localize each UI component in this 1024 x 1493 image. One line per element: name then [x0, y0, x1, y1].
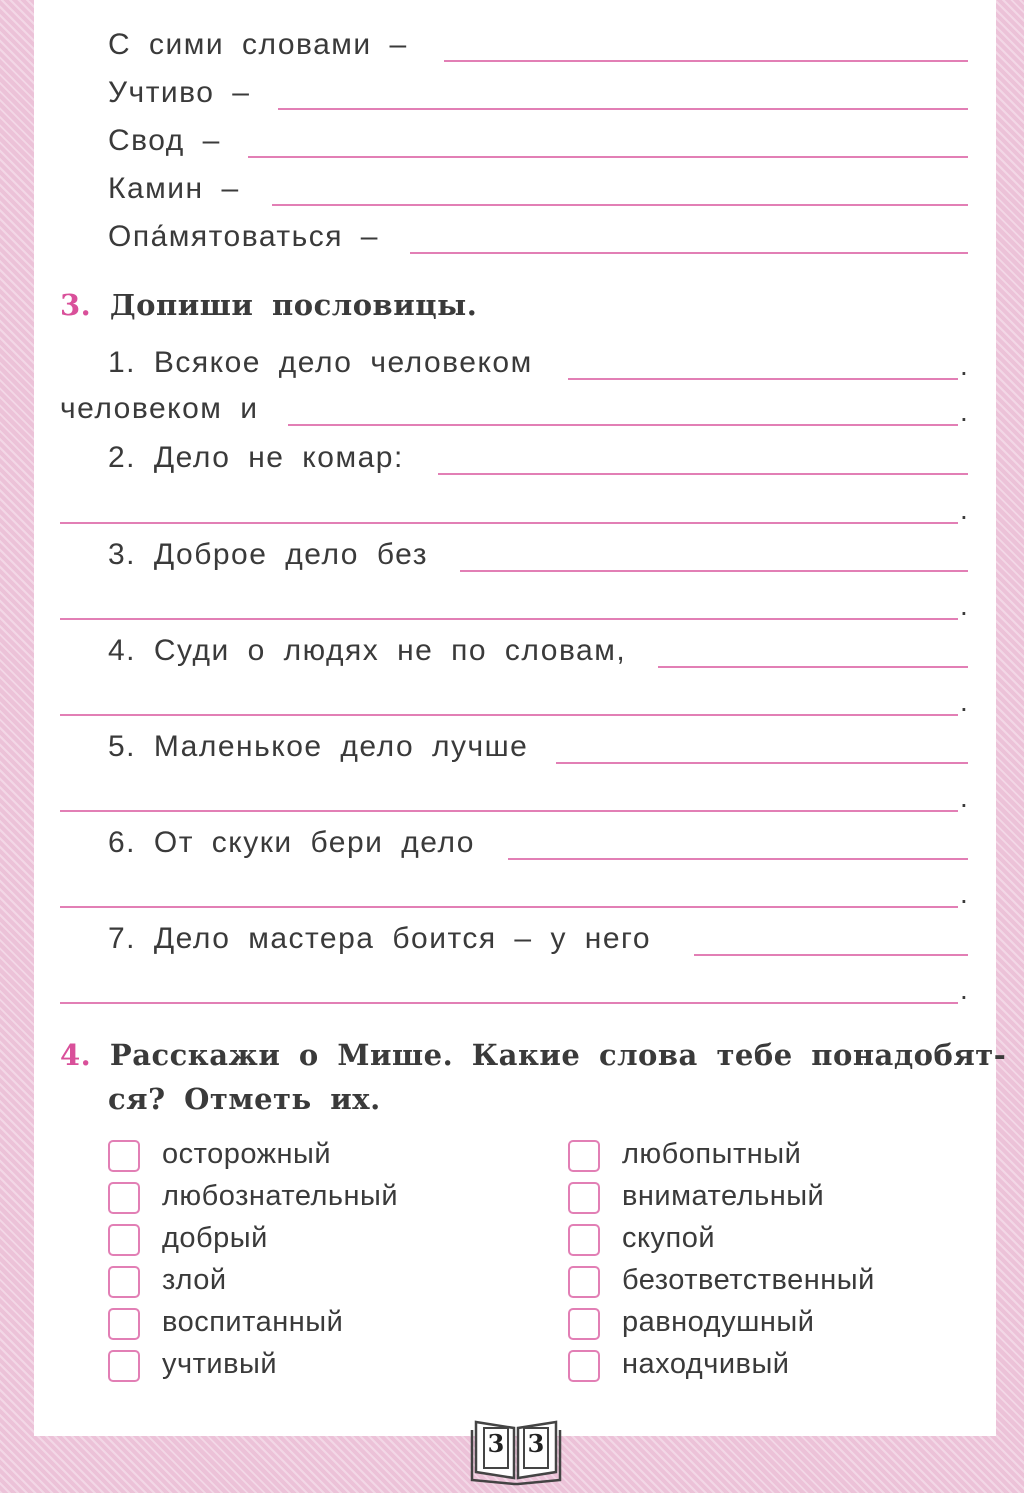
proverb-row: [34, 826, 996, 874]
checkbox[interactable]: [108, 1182, 140, 1214]
proverb-row: [34, 392, 996, 440]
task-4-heading: [60, 1038, 1006, 1072]
checkbox[interactable]: [108, 1266, 140, 1298]
option-label: добрый: [162, 1222, 268, 1254]
checkbox[interactable]: [568, 1224, 600, 1256]
checkbox[interactable]: [568, 1266, 600, 1298]
proverb-row: [34, 730, 996, 778]
answer-line[interactable]: [278, 108, 968, 110]
answer-line[interactable]: [694, 954, 968, 956]
period: .: [960, 494, 968, 525]
page-number-digit: 3: [527, 1429, 545, 1458]
answer-line[interactable]: [60, 906, 958, 908]
checkbox[interactable]: [568, 1140, 600, 1172]
definition-word: С сими словами –: [108, 28, 408, 61]
proverb-row: [34, 970, 996, 1018]
definition-word: Опа́мятоваться –: [108, 220, 379, 253]
definition-row: [34, 172, 996, 220]
period: .: [960, 686, 968, 717]
proverb-text: 1. Всякое дело человеком: [108, 346, 533, 379]
proverb-text: 3. Доброе дело без: [108, 538, 428, 571]
checkbox[interactable]: [108, 1140, 140, 1172]
definition-word: Камин –: [108, 172, 240, 205]
proverb-row: [34, 874, 996, 922]
answer-line[interactable]: [272, 204, 968, 206]
task-number: 4.: [60, 1038, 92, 1072]
answer-line[interactable]: [460, 570, 968, 572]
option-label: любознательный: [162, 1180, 399, 1212]
option-label: скупой: [622, 1222, 716, 1254]
task-title: Расскажи о Мише. Какие слова тебе понадобят-: [109, 1038, 1007, 1072]
checkbox[interactable]: [108, 1224, 140, 1256]
option-label: находчивый: [622, 1348, 790, 1380]
option-label: учтивый: [162, 1348, 278, 1380]
period: .: [960, 878, 968, 909]
answer-line[interactable]: [60, 1002, 958, 1004]
period: .: [960, 590, 968, 621]
proverb-row: [34, 682, 996, 730]
period: .: [960, 396, 968, 427]
task-4-heading-cont: [108, 1082, 381, 1116]
checkbox[interactable]: [568, 1350, 600, 1382]
proverb-row: [34, 538, 996, 586]
answer-line[interactable]: [410, 252, 968, 254]
proverb-text: 6. От скуки бери дело: [108, 826, 475, 859]
proverb-row: [34, 634, 996, 682]
option-label: безответственный: [622, 1264, 875, 1296]
definition-row: [34, 220, 996, 268]
task-number: 3.: [60, 288, 92, 322]
proverb-text: 2. Дело не комар:: [108, 441, 404, 474]
option-label: внимательный: [622, 1180, 825, 1212]
task-3-heading: [60, 288, 477, 322]
task-title: ся? Отметь их.: [108, 1082, 381, 1116]
answer-line[interactable]: [60, 714, 958, 716]
proverb-text: человеком и: [60, 392, 259, 425]
proverb-row: [34, 490, 996, 538]
answer-line[interactable]: [60, 618, 958, 620]
period: .: [960, 974, 968, 1005]
option-label: злой: [162, 1264, 227, 1296]
answer-line[interactable]: [60, 522, 958, 524]
proverb-row: [34, 922, 996, 970]
checkbox[interactable]: [108, 1308, 140, 1340]
answer-line[interactable]: [444, 60, 968, 62]
proverb-row: [34, 346, 996, 394]
answer-line[interactable]: [248, 156, 968, 158]
task-title: Допиши пословицы.: [109, 288, 478, 322]
period: .: [960, 782, 968, 813]
answer-line[interactable]: [508, 858, 968, 860]
option-label: равнодушный: [622, 1306, 815, 1338]
definition-row: [34, 28, 996, 76]
proverb-row: [34, 441, 996, 489]
answer-line[interactable]: [556, 762, 968, 764]
period: .: [960, 350, 968, 381]
page-number-digit: 3: [487, 1429, 505, 1458]
proverb-text: 4. Суди о людях не по словам,: [108, 634, 627, 667]
proverb-row: [34, 778, 996, 826]
definition-row: [34, 124, 996, 172]
book-icon: [470, 1412, 562, 1486]
answer-line[interactable]: [60, 810, 958, 812]
checkbox[interactable]: [568, 1182, 600, 1214]
definition-word: Свод –: [108, 124, 221, 157]
option-label: воспитанный: [162, 1306, 344, 1338]
option-label: любопытный: [622, 1138, 802, 1170]
checkbox[interactable]: [108, 1350, 140, 1382]
answer-line[interactable]: [438, 473, 968, 475]
workbook-page: [34, 0, 1007, 1436]
definition-word: Учтиво –: [108, 76, 251, 109]
proverb-text: 5. Маленькое дело лучше: [108, 730, 529, 763]
option-label: осторожный: [162, 1138, 332, 1170]
checkbox[interactable]: [568, 1308, 600, 1340]
answer-line[interactable]: [288, 424, 958, 426]
proverb-row: [34, 586, 996, 634]
proverb-text: 7. Дело мастера боится – у него: [108, 922, 652, 955]
definition-row: [34, 76, 996, 124]
answer-line[interactable]: [658, 666, 968, 668]
answer-line[interactable]: [568, 378, 958, 380]
